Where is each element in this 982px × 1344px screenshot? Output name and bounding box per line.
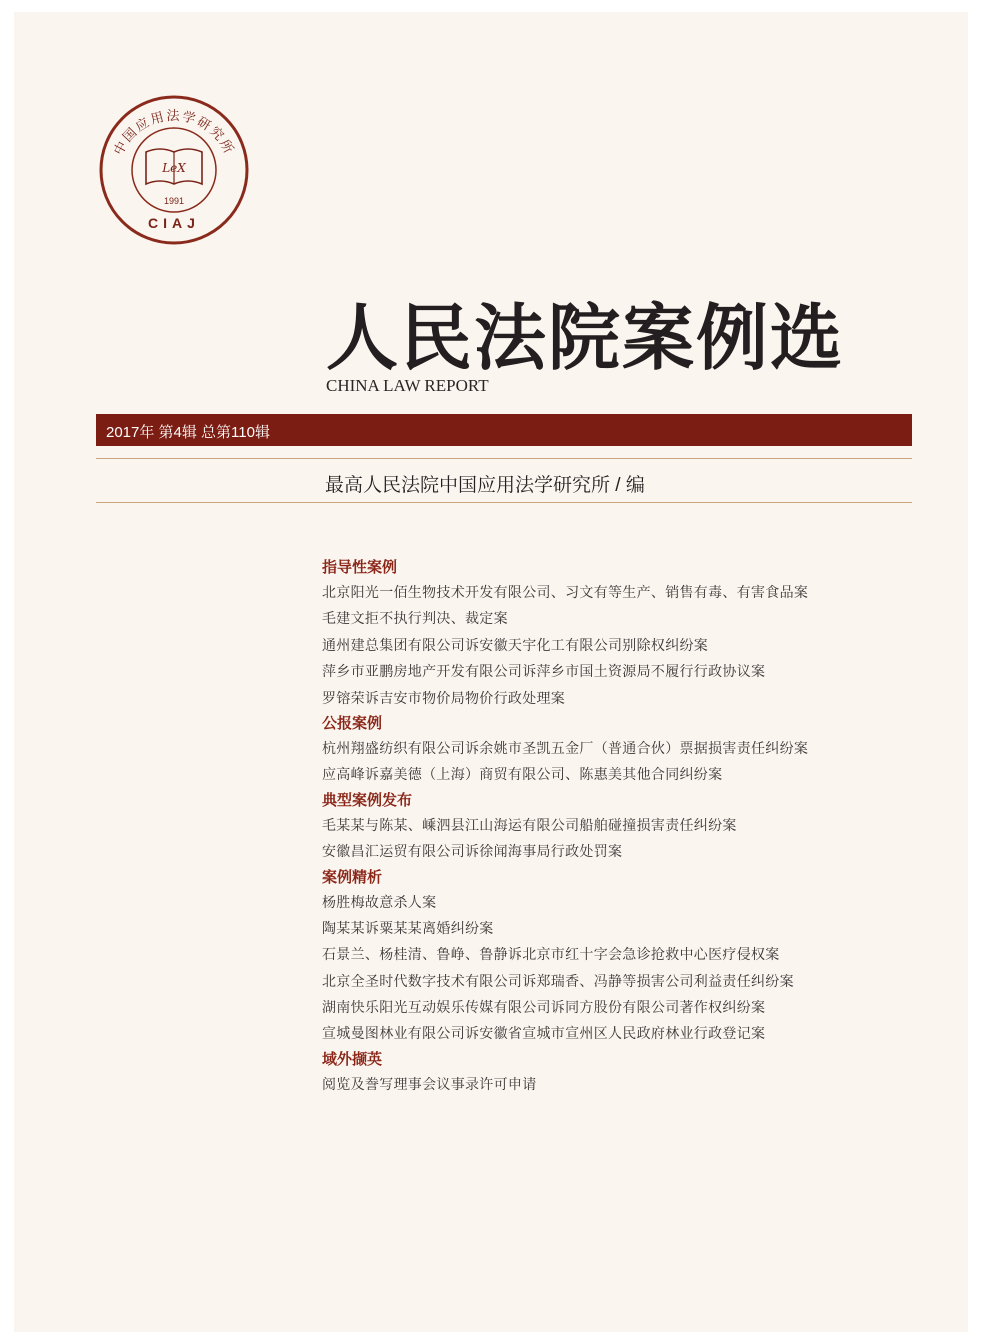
contents-entry: 北京全圣时代数字技术有限公司诉郑瑞香、冯静等损害公司利益责任纠纷案 <box>322 973 794 990</box>
contents-entry: 应高峰诉嘉美德（上海）商贸有限公司、陈惠美其他合同纠纷案 <box>322 767 723 784</box>
section-case-analysis <box>322 866 922 1048</box>
contents-entry: 毛建文拒不执行判决、裁定案 <box>322 611 508 628</box>
contents-entry: 石景兰、杨桂清、鲁峥、鲁静诉北京市红十字会急诊抢救中心医疗侵权案 <box>322 947 780 964</box>
contents-entry: 安徽昌汇运贸有限公司诉徐闻海事局行政处罚案 <box>322 844 623 861</box>
contents-entry: 毛某某与陈某、嵊泗县江山海运有限公司船舶碰撞损害责任纠纷案 <box>322 817 737 834</box>
issue-info: 2017年 第4辑 总第110辑 <box>106 424 270 441</box>
section-heading: 案例精析 <box>322 868 383 886</box>
contents-entry: 宣城曼图林业有限公司诉安徽省宣城市宣州区人民政府林业行政登记案 <box>322 1026 766 1043</box>
contents-entry: 通州建总集团有限公司诉安徽天宇化工有限公司别除权纠纷案 <box>322 637 709 654</box>
table-of-contents <box>322 556 922 1098</box>
divider-top <box>96 458 912 459</box>
contents-entry: 湖南快乐阳光互动娱乐传媒有限公司诉同方股份有限公司著作权纠纷案 <box>322 1000 766 1017</box>
institute-seal <box>98 94 250 246</box>
section-heading: 公报案例 <box>322 714 383 732</box>
seal-year: 1991 <box>163 196 185 206</box>
divider-bottom <box>96 502 912 503</box>
contents-entry: 萍乡市亚鹏房地产开发有限公司诉萍乡市国土资源局不履行行政协议案 <box>322 664 766 681</box>
contents-entry: 杭州翔盛纺织有限公司诉余姚市圣凯五金厂（普通合伙）票据损害责任纠纷案 <box>322 740 809 757</box>
contents-entry: 陶某某诉粟某某离婚纠纷案 <box>322 920 494 937</box>
section-heading: 域外撷英 <box>322 1050 383 1068</box>
section-heading: 指导性案例 <box>322 559 398 576</box>
contents-entry: 罗镕荣诉吉安市物价局物价行政处理案 <box>322 690 566 707</box>
journal-title: 人民法院案例选 <box>326 295 845 380</box>
editor-line: 最高人民法院中国应用法学研究所 / 编 <box>325 475 645 496</box>
section-gazette-cases <box>322 712 922 789</box>
seal-book-text: LeX <box>162 161 186 175</box>
issue-band <box>96 414 912 446</box>
section-typical-cases <box>322 789 922 866</box>
contents-entry: 北京阳光一佰生物技术开发有限公司、习文有等生产、销售有毒、有害食品案 <box>322 585 809 601</box>
seal-ring-text: 中国应用法学研究所 <box>111 109 237 158</box>
contents-entry: 杨胜梅故意杀人案 <box>322 894 437 911</box>
seal-emblem <box>98 94 250 246</box>
section-foreign-selections <box>322 1048 922 1098</box>
contents-entry: 阅览及誊写理事会议事录许可申请 <box>322 1076 537 1093</box>
journal-subtitle: CHINA LAW REPORT <box>326 376 489 395</box>
seal-abbreviation: CIAJ <box>148 215 200 231</box>
section-heading: 典型案例发布 <box>322 791 413 809</box>
svg-text:中国应用法学研究所 <box>111 108 237 158</box>
section-guiding-cases <box>322 556 922 712</box>
